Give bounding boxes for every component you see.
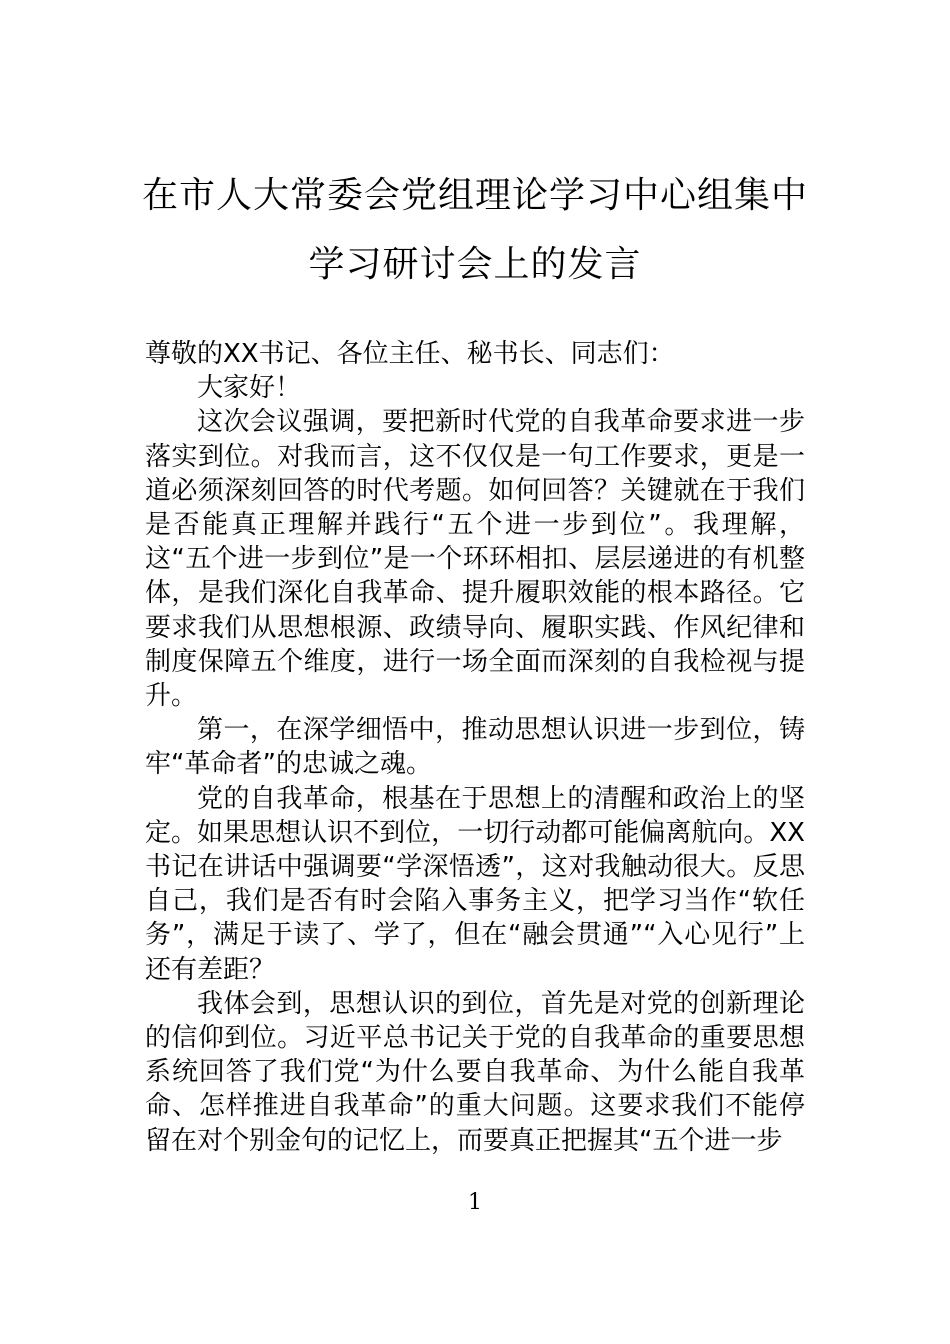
salutation: 尊敬的XX书记、各位主任、秘书长、同志们： bbox=[145, 339, 675, 369]
document-title-line-1: 在市人大常委会党组理论学习中心组集中 bbox=[141, 175, 808, 216]
page-number: 1 bbox=[468, 1190, 482, 1215]
paragraph-intro: 这次会议强调，要把新时代党的自我革命要求进一步落实到位。对我而言，这不仅仅是一句工作要求，更是一道必须深刻回答的时代考题。如何回答？关键就在于我们是否能真正理解并践行“五个进一步到位”。我理解，这“五个进一步到位”是一个环环相扣、层层递进的有机整体，是我们深化自我革命、提升履职效能的根本路径。它要求我们从思想根源、政绩导向、履职实践、作风纪律和制度保障五个维度，进行一场全面而深刻的自我检视与提升。 bbox=[145, 407, 805, 712]
paragraph-body: 党的自我革命，根基在于思想上的清醒和政治上的坚定。如果思想认识不到位，一切行动都可能偏离航向。XX书记在讲话中强调要“学深悟透”，这对我触动很大。反思自己，我们是否有时会陷入事务主义，把学习当作“软任务”，满足于读了、学了，但在“融会贯通”“入心见行”上还有差距？ bbox=[145, 783, 805, 985]
paragraph-body: 我体会到，思想认识的到位，首先是对党的创新理论的信仰到位。习近平总书记关于党的自我革命的重要思想系统回答了我们党“为什么要自我革命、为什么能自我革命、怎样推进自我革命”的重大问题。这要求我们不能停留在对个别金句的记忆上，而要真正把握其“五个进一步 bbox=[145, 988, 805, 1156]
paragraph-section-heading: 第一，在深学细悟中，推动思想认识进一步到位，铸牢“革命者”的忠诚之魂。 bbox=[145, 715, 805, 780]
document-title-line-2: 学习研讨会上的发言 bbox=[308, 244, 642, 285]
greeting: 大家好！ bbox=[197, 373, 302, 404]
document-body bbox=[145, 337, 805, 1158]
